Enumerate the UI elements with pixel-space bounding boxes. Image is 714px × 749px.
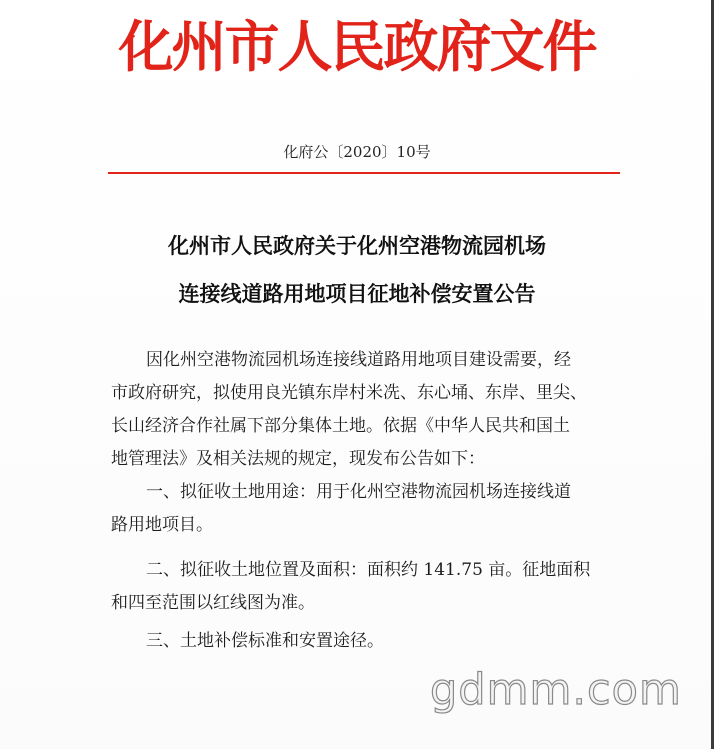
body-line: 一、拟征收土地用途：用于化州空港物流园机场连接线道	[146, 482, 571, 502]
header-red-divider	[108, 172, 620, 174]
body-line: 路用地项目。	[111, 515, 213, 535]
body-line: 三、土地补偿标准和安置途径。	[146, 631, 384, 651]
body-line: 因化州空港物流园机场连接线道路用地项目建设需要，经	[146, 350, 571, 370]
notice-title-line-2: 连接线道路用地项目征地补偿安置公告	[178, 282, 536, 306]
body-line: 和四至范围以红线图为准。	[111, 593, 315, 613]
body-line: 市政府研究，拟使用良光镇东岸村米冼、东心埇、东岸、里尖、	[111, 383, 587, 403]
document-number: 化府公〔2020〕10号	[283, 143, 431, 161]
document-header-title: 化州市人民政府文件	[118, 15, 596, 79]
body-line: 二、拟征收土地位置及面积：面积约 141.75 亩。征地面积	[146, 560, 591, 580]
body-line: 地管理法》及相关法规的规定，现发布公告如下：	[111, 449, 485, 469]
body-line: 长山经济合作社属下部分集体土地。依据《中华人民共和国土	[111, 416, 570, 436]
notice-title-line-1: 化州市人民政府关于化州空港物流园机场	[168, 234, 546, 258]
site-watermark: gdmm.com	[430, 665, 682, 715]
